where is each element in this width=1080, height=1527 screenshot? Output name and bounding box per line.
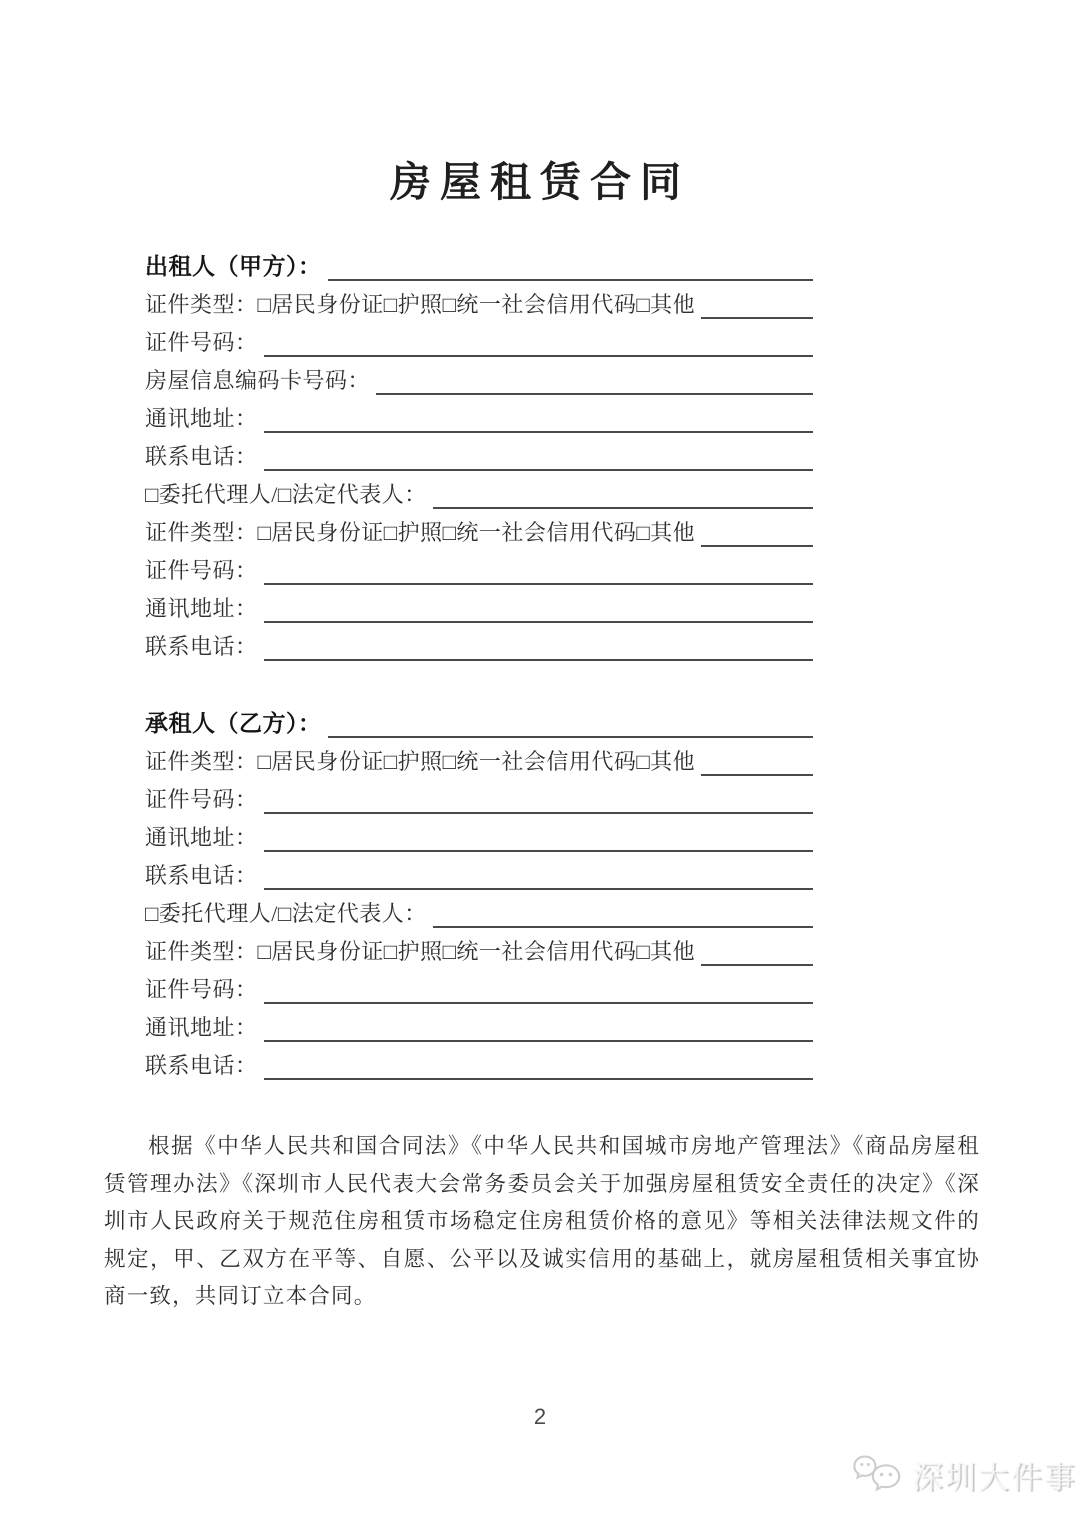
watermark [852,1452,1077,1497]
form-row [145,585,813,623]
blank-underline [328,731,814,738]
intro-paragraph: 根据《中华人民共和国合同法》《中华人民共和国城市房地产管理法》《商品房屋租赁管理办法》《深圳市人民代表大会常务委员会关于加强房屋租赁安全责任的决定》《深圳市人民政府关于规范住房租赁市场稳定住房租赁价格的意见》等相关法律法规文件的规定，甲、乙双方在平等、自愿、公平以及诚实信用的基础上，就房屋租赁相关事宜协商一致，共同订立本合同。 [104,1134,980,1309]
party-b-section [145,700,813,1080]
blank-underline [264,578,813,585]
blank-underline [701,959,813,966]
party-heading-row [145,700,813,738]
form-row [145,623,813,661]
form-row [145,471,813,509]
blank-underline [264,350,813,357]
field-label: 证件号码： [145,977,258,1002]
field-label: 通讯地址： [145,406,258,431]
field-label: 证件类型：□居民身份证□护照□统一社会信用代码□其他 [145,749,696,774]
form-row [145,814,813,852]
form-row [145,776,813,814]
page-number: 2 [533,1404,547,1429]
form-row [145,852,813,890]
form-row [145,319,813,357]
party-heading-label: 承租人（乙方）： [145,711,322,736]
blank-underline [376,388,813,395]
form-row [145,966,813,1004]
field-label: 通讯地址： [145,596,258,621]
blank-underline [433,502,813,509]
blank-underline [264,807,813,814]
field-label: □委托代理人/□法定代表人： [145,901,427,926]
party-heading-label: 出租人（甲方）： [145,254,322,279]
form-row [145,1042,813,1080]
watermark-text: 深圳大件事 [912,1460,1077,1495]
blank-underline [328,274,814,281]
party-a-section [145,243,813,661]
blank-underline [264,845,813,852]
form-row [145,395,813,433]
blank-underline [264,464,813,471]
form-row [145,281,813,319]
form-row [145,547,813,585]
form-row [145,890,813,928]
field-label: 证件号码： [145,330,258,355]
field-label: 联系电话： [145,634,258,659]
form-row [145,433,813,471]
field-label: 联系电话： [145,863,258,888]
field-label: □委托代理人/□法定代表人： [145,482,427,507]
form-row [145,1004,813,1042]
blank-underline [264,616,813,623]
blank-underline [701,540,813,547]
blank-underline [264,883,813,890]
blank-underline [264,426,813,433]
field-label: 证件类型：□居民身份证□护照□统一社会信用代码□其他 [145,939,696,964]
field-label: 房屋信息编码卡号码： [145,368,371,393]
field-label: 证件号码： [145,558,258,583]
blank-underline [701,769,813,776]
field-label: 证件号码： [145,787,258,812]
blank-underline [433,921,813,928]
party-heading-row [145,243,813,281]
field-label: 联系电话： [145,444,258,469]
blank-underline [264,654,813,661]
form-row [145,509,813,547]
field-label: 通讯地址： [145,1015,258,1040]
blank-underline [264,1035,813,1042]
chat-bubbles-icon [852,1453,906,1497]
form-row [145,357,813,395]
field-label: 通讯地址： [145,825,258,850]
blank-underline [264,997,813,1004]
blank-underline [701,312,813,319]
field-label: 联系电话： [145,1053,258,1078]
document-title: 房屋租赁合同 [390,159,690,205]
form-row [145,738,813,776]
field-label: 证件类型：□居民身份证□护照□统一社会信用代码□其他 [145,292,696,317]
field-label: 证件类型：□居民身份证□护照□统一社会信用代码□其他 [145,520,696,545]
form-row [145,928,813,966]
blank-underline [264,1073,813,1080]
